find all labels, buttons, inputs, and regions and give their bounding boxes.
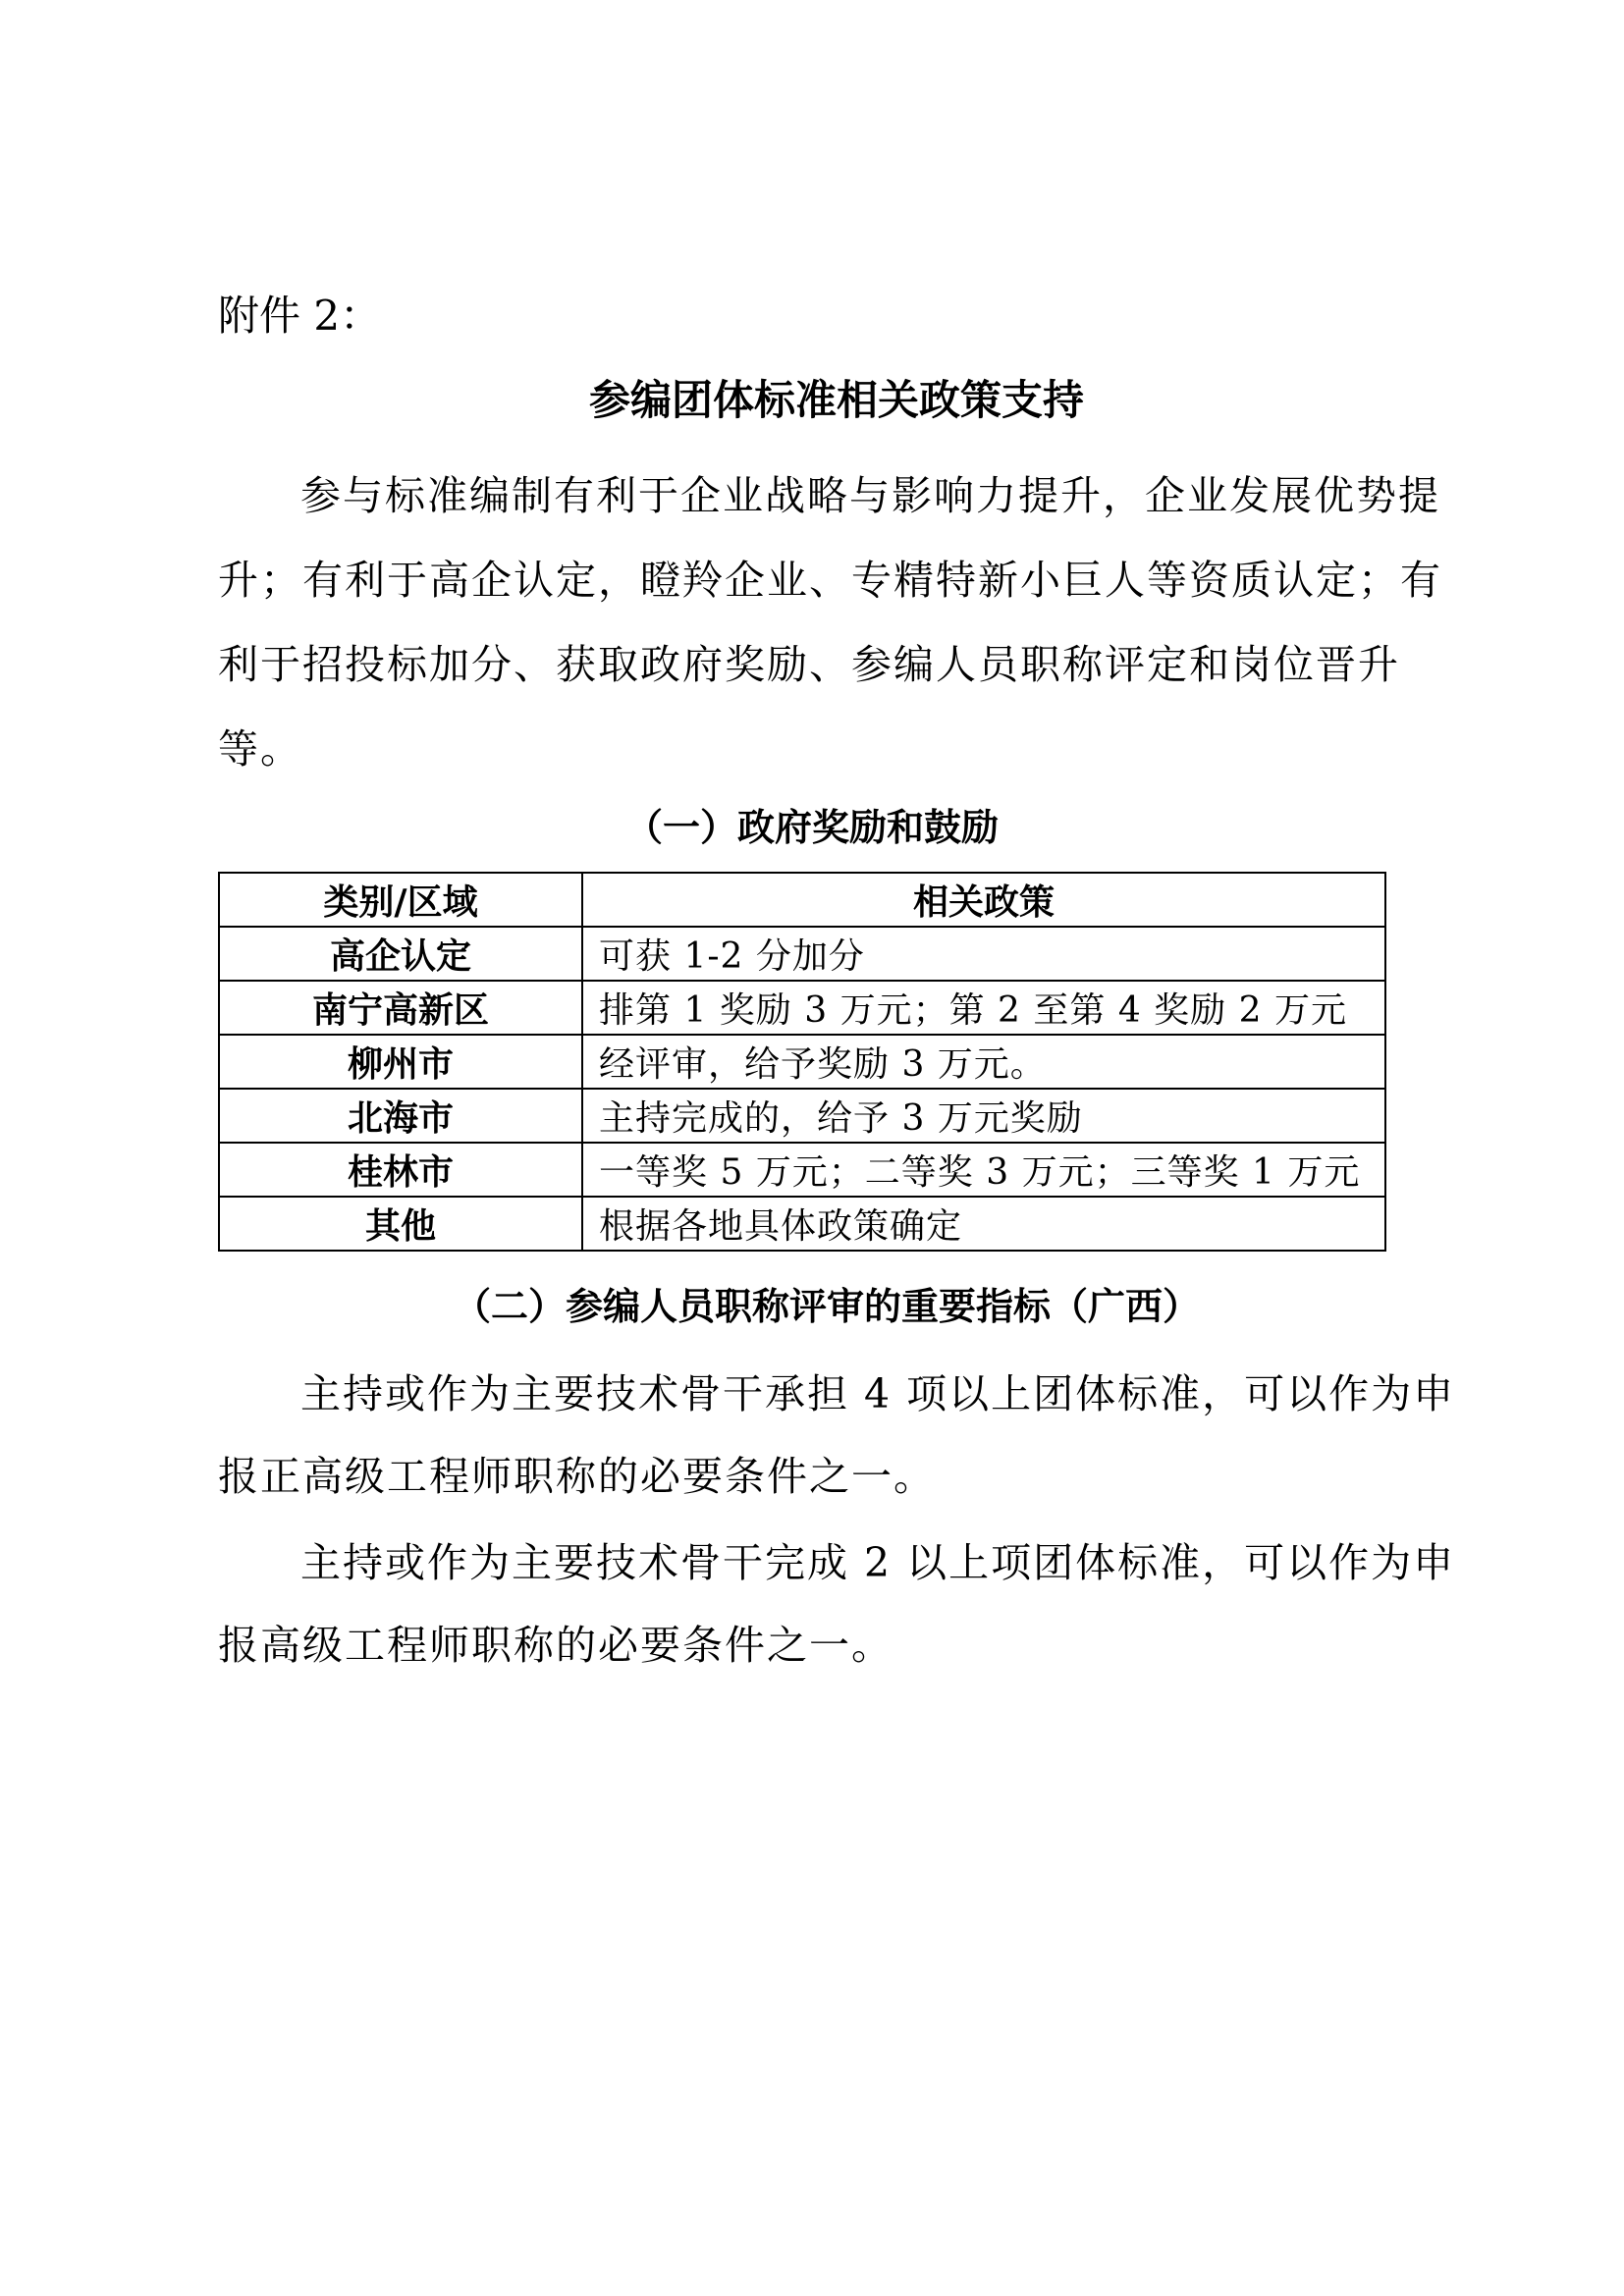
header-region: 类别/区域 (219, 873, 582, 927)
table-row (219, 1197, 1385, 1251)
section-2-title: （二）参编人员职称评审的重要指标（广西） (453, 1284, 1200, 1328)
region-cell: 桂林市 (219, 1143, 582, 1197)
region-cell: 高企认定 (219, 927, 582, 981)
policy-cell: 排第 1 奖励 3 万元；第 2 至第 4 奖励 2 万元 (582, 981, 1385, 1035)
body-paragraph: 主持或作为主要技术骨干承担 4 项以上团体标准，可以作为申报正高级工程师职称的必要条件之一。 (218, 1370, 1456, 1500)
intro-paragraph: 参与标准编制有利于企业战略与影响力提升，企业发展优势提升；有利于高企认定，瞪羚企业、专精特新小巨人等资质认定；有利于招投标加分、获取政府奖励、参编人员职称评定和岗位晋升等。 (218, 472, 1442, 773)
body-paragraph: 主持或作为主要技术骨干完成 2 以上项团体标准，可以作为申报高级工程师职称的必要条件之一。 (218, 1539, 1456, 1669)
table-row (219, 927, 1385, 981)
table-row (219, 1035, 1385, 1089)
region-cell: 其他 (219, 1197, 582, 1251)
region-cell: 北海市 (219, 1089, 582, 1143)
policy-cell: 根据各地具体政策确定 (582, 1197, 1385, 1251)
table-row (219, 981, 1385, 1035)
section-1-title: （一）政府奖励和鼓励 (624, 805, 999, 849)
attachment-label: 附件 2： (218, 292, 382, 340)
header-policy: 相关政策 (582, 873, 1385, 927)
policy-cell: 经评审，给予奖励 3 万元。 (582, 1035, 1385, 1089)
policy-cell: 可获 1-2 分加分 (582, 927, 1385, 981)
region-cell: 柳州市 (219, 1035, 582, 1089)
policy-table (218, 872, 1386, 1252)
table-row (219, 1089, 1385, 1143)
table-header-row (219, 873, 1385, 927)
region-cell: 南宁高新区 (219, 981, 582, 1035)
table-row (219, 1143, 1385, 1197)
policy-cell: 一等奖 5 万元；二等奖 3 万元；三等奖 1 万元 (582, 1143, 1385, 1197)
document-title: 参编团体标准相关政策支持 (588, 376, 1084, 424)
policy-cell: 主持完成的，给予 3 万元奖励 (582, 1089, 1385, 1143)
